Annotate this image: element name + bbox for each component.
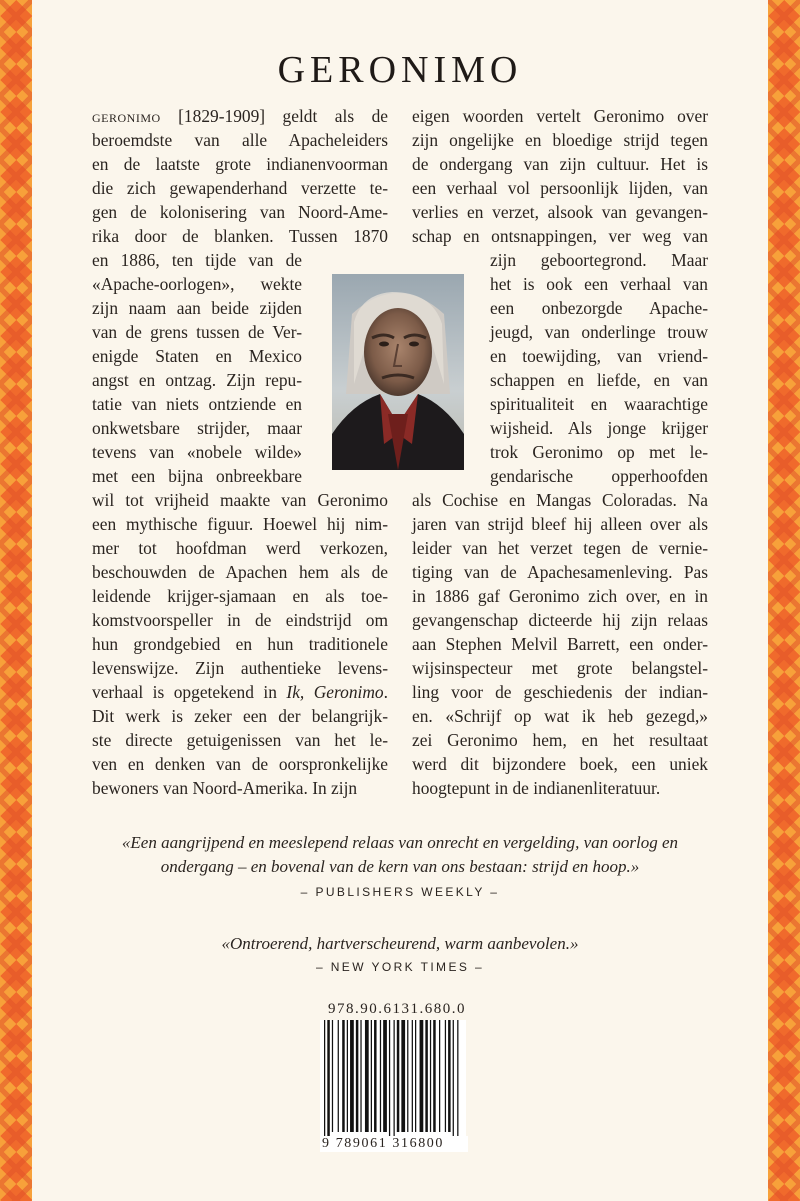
review-quote-1 [92,831,708,879]
left-column-line: ven en denken van de oorspronkelijke [92,754,388,774]
barcode-bars [320,1020,466,1152]
right-column-line: jaren van strijd bleef hij alleen over als [412,514,708,534]
quote-1-line-2: ondergang – en bovenal van de kern van ons bestaan: strijd en hoop.» [160,857,640,876]
barcode-bar [350,1020,354,1132]
barcode-digits: 9 789061 316800 [322,1136,468,1152]
right-column-line: de ondergang van zijn cultuur. Het is [412,154,708,174]
barcode-bar [415,1020,416,1132]
barcode-bar [374,1020,377,1132]
barcode-bar [342,1020,345,1132]
barcode-bar [324,1020,325,1142]
right-column-line: zei Geronimo hem, en het resultaat [412,730,708,750]
review-quote-2 [92,932,708,956]
barcode-bar [425,1020,428,1132]
barcode-bar [389,1020,390,1142]
left-column-line: hun grondgebied en hun traditionele [92,634,388,654]
left-column-line: enigde Staten en Mexico [92,346,302,366]
left-column-line: tevens van «nobele wilde» [92,442,302,462]
barcode [320,1020,466,1152]
left-column-line: een mythische figuur. Hoewel hij nim- [92,514,388,534]
left-column-line: wil tot vrijheid maakte van Geronimo [92,490,388,510]
right-column-line: verlies en verzet, alsook van gevangen- [412,202,708,222]
left-column-line: verhaal is opgetekend in Ik, Geronimo. [92,682,388,702]
barcode-bar [453,1020,454,1142]
barcode-bar [327,1020,330,1142]
right-column-line: het is ook een verhaal van [490,274,708,294]
barcode-bar [371,1020,372,1132]
right-column-line: een onbezorgde Apache- [490,298,708,318]
right-column-line: een verhaal vol persoonlijk lijden, van [412,178,708,198]
right-column-line: zijn geboortegrond. Maar [490,250,708,270]
left-column-line: en de laatste grote indianenvoorman [92,154,388,174]
left-column-line: van de grens tussen de Ver- [92,322,302,342]
decorative-border-right [768,0,800,1201]
geronimo-portrait-image [332,274,464,470]
barcode-bar [412,1020,413,1132]
barcode-bar [448,1020,451,1132]
right-column-line: jeugd, van onderlinge trouw [490,322,708,342]
portrait-photo [332,274,464,470]
barcode-bar [445,1020,446,1132]
right-column-line: zijn ongelijke en bloedige strijd tegen [412,130,708,150]
right-column-line: gendarische opperhoofden [490,466,708,486]
barcode-bar [457,1020,458,1142]
barcode-bar [347,1020,348,1132]
left-column-line: levenswijze. Zijn authentieke levens- [92,658,388,678]
left-column-line: bewoners van Noord-Amerika. In zijn [92,778,358,798]
barcode-bar [420,1020,424,1132]
barcode-bar [356,1020,359,1132]
book-title: GERONIMO [277,49,523,91]
barcode-bar [433,1020,436,1132]
barcode-bar [430,1020,431,1132]
right-column-line: aan Stephen Melvil Barrett, een onder- [412,634,708,654]
barcode-bar [332,1020,333,1132]
isbn-label: 978.90.6131.680.0 [328,1001,466,1017]
quote-2-source: – NEW YORK TIMES – [315,960,485,974]
barcode-bar [401,1020,405,1132]
left-column-line: ste directe getuigenissen van het le- [92,730,388,750]
quote-1-source: – PUBLISHERS WEEKLY – [300,885,500,899]
left-column-line: geronimo [1829-1909] geldt als de [92,106,388,126]
right-column-line: eigen woorden vertelt Geronimo over [412,106,708,126]
left-column-line: beroemdste van alle Apacheleiders [92,130,388,150]
right-column-line: trok Geronimo op met le- [490,442,708,462]
left-column-line: leidende krijger-sjamaan en als toe- [92,586,388,606]
barcode-bar [407,1020,408,1132]
left-column-line: onkwetsbare strijder, maar [92,418,302,438]
left-column-line: zijn naam aan beide zijden [92,298,302,318]
right-column-line: tiging van de Apachesamenleving. Pas [412,562,708,582]
right-column-line: en. «Schrijf op wat ik heb gezegd,» [412,706,708,726]
left-column-line: Dit werk is zeker een der belangrijk- [92,706,388,726]
right-column-line: leider van het verzet tegen de vernie- [412,538,708,558]
right-column-line: ling voor de geschiedenis der indian- [412,682,708,702]
barcode-bar [397,1020,400,1132]
right-column-line: gevangenschap dicteerde hij zijn relaas [412,610,708,630]
right-column-line: schappen en liefde, en van [490,370,708,390]
right-column-line: spiritualiteit en waarachtige [490,394,708,414]
barcode-bar [383,1020,387,1132]
right-column-line: werd dit bijzondere boek, een uniek [412,754,708,774]
right-column-line: schap en ontsnappingen, ver weg van [412,226,708,246]
right-column-line: hoogtepunt in de indianenliteratuur. [412,778,661,798]
left-column-line: gen de kolonisering van Noord-Ame- [92,202,388,222]
right-column-line: en toewijding, van vriend- [490,346,708,366]
right-column-line: wijsinspecteur met grote belangstel- [412,658,708,678]
left-column-line: en 1886, ten tijde van de [92,250,302,270]
right-column-line: als Cochise en Mangas Coloradas. Na [412,490,708,510]
left-column-line: mer tot hoofdman werd verkozen, [92,538,388,558]
right-column-line: wijsheid. Als jonge krijger [490,418,708,438]
left-column-line: komstvoorspeller in de eindstrijd om [92,610,388,630]
left-column-line: tatie van niets ontziende en [92,394,302,414]
left-column-line: rika door de blanken. Tussen 1870 [92,226,388,246]
quote-2-line-1: «Ontroerend, hartverscheurend, warm aanbevolen.» [221,934,579,953]
barcode-bar [338,1020,339,1132]
barcode-bar [360,1020,361,1132]
quote-1-line-1: «Een aangrijpend en meeslepend relaas van onrecht en vergelding, van oorlog en [121,833,679,852]
barcode-bar [365,1020,369,1132]
barcode-bar [394,1020,395,1142]
right-column-line: in 1886 gaf Geronimo zich over, en in [412,586,708,606]
left-column-line: met een bijna onbreekbare [92,466,302,486]
left-column-line: die zich gewapenderhand verzette te- [92,178,388,198]
barcode-bar [380,1020,381,1132]
barcode-bar [439,1020,440,1132]
left-column-line: angst en ontzag. Zijn repu- [92,370,302,390]
left-column-line: beschouwden de Apachen hem als de [92,562,388,582]
left-column-line: «Apache-oorlogen», wekte [92,274,302,294]
decorative-border-left [0,0,32,1201]
